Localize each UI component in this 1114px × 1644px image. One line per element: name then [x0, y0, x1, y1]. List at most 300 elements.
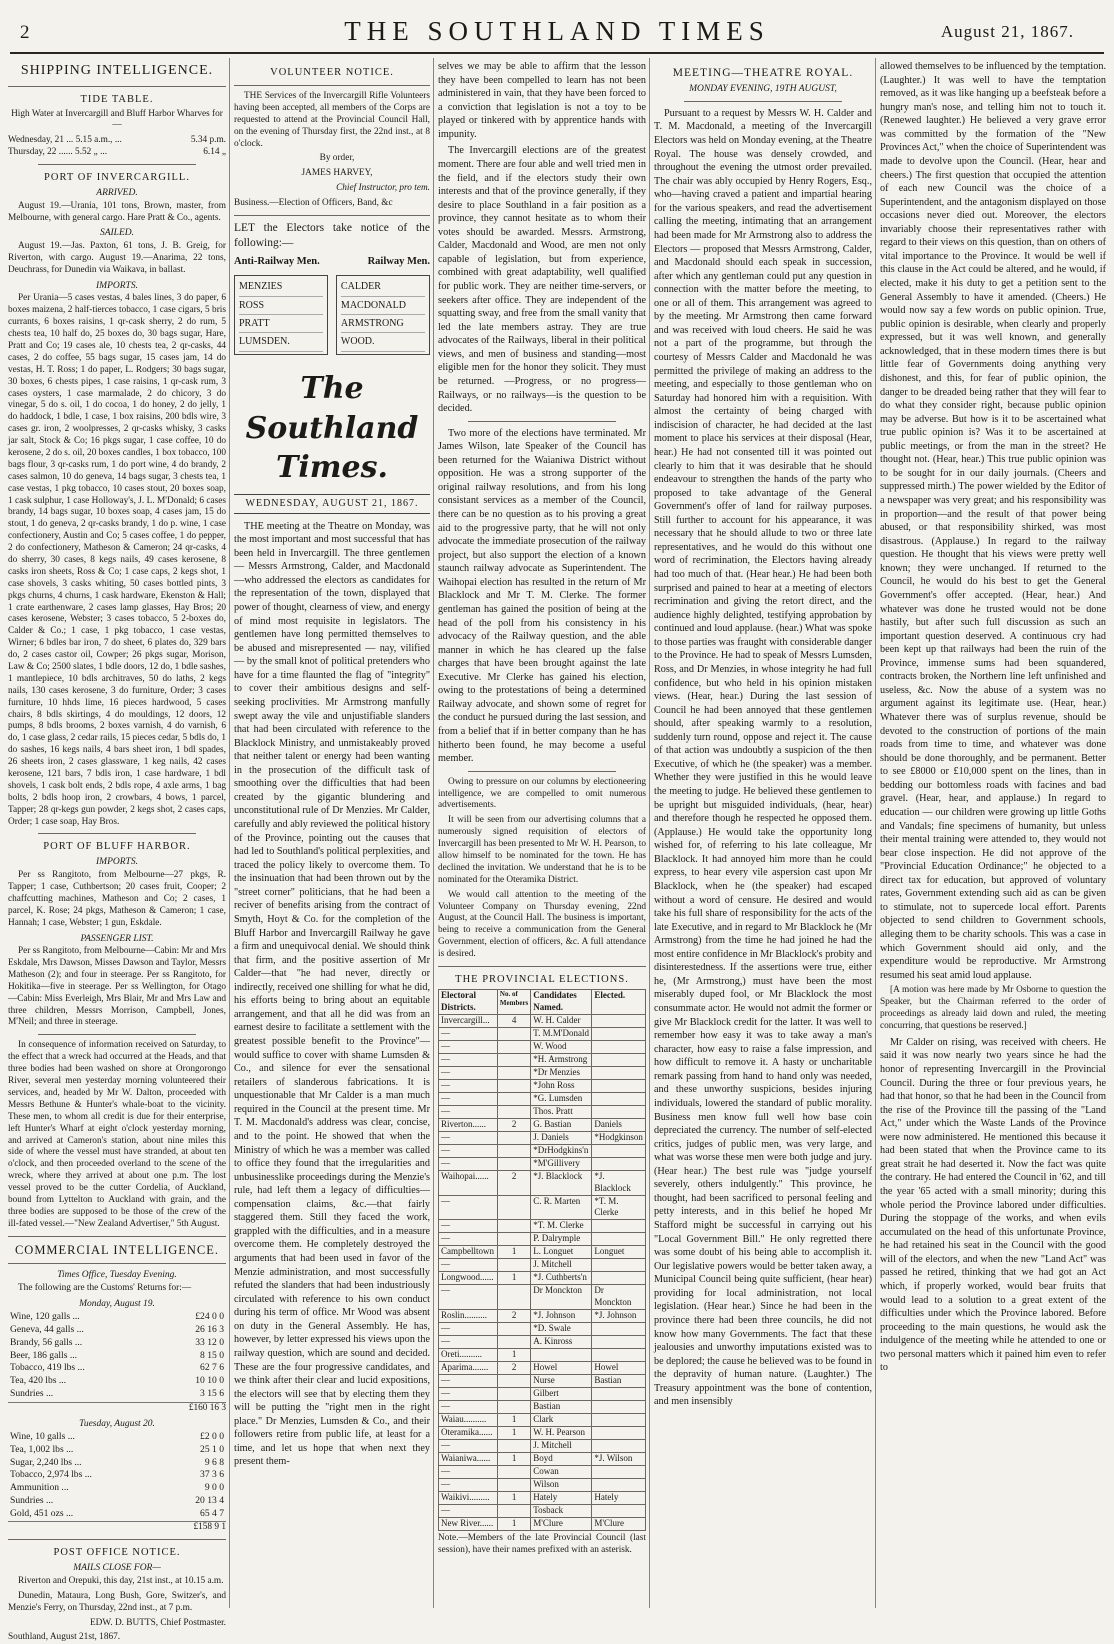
divider: [234, 85, 430, 86]
return-row: [8, 1482, 226, 1495]
column-editorial: [234, 60, 430, 1608]
members-cell: [497, 1478, 530, 1491]
members-cell: [497, 1131, 530, 1144]
return-row: [8, 1495, 226, 1508]
paper-nameplate: The Southland Times.: [245, 370, 419, 486]
arrived-text: August 19.—Urania, 101 tons, Brown, master, from Melbourne, with general cargo. Hare Pratt & Co., agents.: [8, 200, 226, 223]
members-cell: [497, 1195, 530, 1220]
table-row: [439, 1478, 646, 1491]
meeting-report-continued: allowed themselves to be influenced by the temptation. (Laughter.) It was well to have the temptation removed, as it was like hanging up a beefsteak before a hungry man's nose, and telling him not to touch it. (Renewed laughter.) He believed a very grave error was committed by the formation of the "New Provinces Act," when the choice of Superintendent was made to devolve upon the Council. (Hear, hear and cheers.) The first question that occupied the attention of each new Council was the choice of a Superintendent, and the antagonism displayed on those occasions never died out. Moreover, the electors invariably choose their representatives rather with regard to their views on this question, than on others of vital importance to the Province. It would be well if this clause in the Act could be altered, and he would, if elected, make it his duty to get a petition sent to the General Assembly to have it amended. (Cheers.) He would now say a few words on public opinion. True, public opinion is desirable, when clearly and properly expressed, but it was well known, and generally acknowledged, that in these modern times there is but little fear of Governments doing anything very dishonest, and this, for fear of public opinion, the danger to be dreaded being rather that they will fear to do what they consider right, because public opinion may be adverse. But how is it to be ascertained what true public opinion is? Was it to be ascertained at public meetings, or from the man in the street? He thought not. (Hear, hear.) This true public opinion was to be sought for in our daily journals. (Cheers and suppressed mirth.) The power wielded by the Editor of a newspaper was very great; and his responsibility was in proportion—and the result of that power being abused, or that responsibility shirked, was most disastrous. (Applause.) In regard to the railway question. He thought that his views were pretty well known; they were unchanged. If returned to the Council, he would do his best to get the General Government's offer accepted. (Hear, hear.) And whatever was done he trusted would not be done hastily, but after such full discussion as such an important question deserved. A continuous cry had been kept up that railways had been the ruin of the Province, immense sums had been squandered, contracts broken, the Northern line left unfinished and useless, &c. Now the abuse of a system was no argument against its legitimate use. (Hear, hear.) Whatever there was of surplus revenue, should be devoted to the construction of portions of the main roads from time to time, and whatever was done should be done thoroughly, and be permanent. Better to see £8000 or £10,000 spent on the lines, than in bedding our bottomless roads with facines and bad gravel. (Hear, hear, and applause.) In regard to education — our children were growing up little Goths and Vandals; fine specimens of humanity, but unless their mental training were attended to, they would not bear close inspection. He did not approve of the "Provincial Education Ordinance;" he objected to a direct tax for education, but approved of voluntary rates, Government extending such aid as can be given to stimulate, not to supercede local effort. Parents objected to send children to Government schools, alleging them to be charity schools. This was a case in which Government should aid only, and the expenditure would be reproductive. Mr Armstrong resumed his seat amid loud applause.: [880, 61, 1106, 981]
table-row: [439, 1285, 646, 1310]
mail-notice: Dunedin, Mataura, Long Bush, Gore, Switzer's, and Menzie's Ferry, on Thursday, 22nd inst., at 7 p.m.: [8, 1590, 226, 1613]
candidate-cell: Boyd: [531, 1452, 592, 1465]
elected-cell: [592, 1053, 646, 1066]
bluff-imports-text: Per ss Rangitoto, from Melbourne—27 pkgs, R. Tapper; 1 case, Cuthbertson; 20 cases fruit, Cooper; 2 chaffcutting machines, Matheson and Co; 2 cases, 1 parcel, K. Rose; 24 pkgs, Matheson & Cameron; 1 case, Hannah; 1 case, Webster; 1 gun, Eskdale.: [8, 870, 226, 928]
port-title: PORT OF INVERCARGILL.: [44, 172, 190, 184]
mail-notice: Riverton and Orepuki, this day, 21st inst., at 10.15 a.m.: [18, 1575, 224, 1586]
members-cell: [497, 1259, 530, 1272]
elected-cell: [592, 1413, 646, 1426]
candidate-cell: [531, 1349, 592, 1362]
district-cell: —: [439, 1092, 498, 1105]
candidate-cell: *H. Armstrong: [531, 1053, 592, 1066]
district-cell: —: [439, 1195, 498, 1220]
members-cell: 1: [497, 1246, 530, 1259]
electors-columns: [234, 255, 430, 269]
members-cell: [497, 1066, 530, 1079]
table-row: [439, 1144, 646, 1157]
customs-intro: The following are the Customs' Returns for:—: [18, 1282, 192, 1293]
passenger-label: PASSENGER LIST.: [80, 933, 154, 944]
return-row: [8, 1324, 226, 1337]
candidate-cell: W. Wood: [531, 1040, 592, 1053]
district-cell: —: [439, 1478, 498, 1491]
imports-text: Per Urania—5 cases vestas, 4 bales lines, 3 do paper, 6 boxes maizena, 2 half-tierces tobacco, 1 case cigars, 5 bris currants, 6 boxes raisins, 1 qr-cask sherry, 2 do rum, 5 chests tea, 10 half do, 25 boxes do, 30 bags sugar, Hare, Pratt and Co; 19 cases ale, 10 chests tea, 2 qr-casks, 44 cases, 2 do coffee, 55 bags sugar, 15 cases jam, 14 do vestas, H. T. Ross; 1 do paper, L. Rodgers; 30 bags sugar, 30 boxes, 6 chests pipes, 1 case raisins, 1 qr-cask rum, 3 cases oysters, 1 case marmalade, 2 do chicory, 3 do vinegar, 5 do s. oil, 1 do cocoa, 1 do honey, 2 do jelly, 1 do haddock, 1 bdle, 1 case, 1 box raisins, 200 bdls wire, 3 cases gr. iron, 2 woolpresses, 2 qr-casks whisky, 3 casks jar salt, Stock & Co; 16 pkgs sugar, 1 case coffee, 10 do kerosene, 2 do s. oil, 20 boxes candles, 1 box tobacco, 100 bags flour, 3 qr-casks rum, 1 do port wine, 4 do brandy, 2 cases salmon, 10 do geneva, 14 bags sugar, 3 chests tea, 1 case vestas, 1 pkg tobacco, 10 cases stout, 20 boxes soap, 1 cask sulphur, 1 case Holloway's, J. L. M'Donald; 6 cases brandy, 14 bags sugar, 10 boxes soap, 4 cases jam, 15 do stout, 1 do geneva, 2 qr-casks brandy, 1 do p. wine, 1 case confectionery, Austin and Co; 5 cases coffee, 1 do pepper, 2 do confectionery, Matheson & Cameron; 24 qr-casks, 4 do sherry, 30 cases, 8 kegs nails, 49 cases kerosene, 8 casks iron sheets, Ross & Co; 1 case caps, 2 kegs shot, 1 case shovels, 3 casks whiting, 50 cases bottled pints, 3 pkgs churns, 4 churns, 1 cask hardware, Ekenston & Hall; 1 crate earthenware, 2 cases lamp glasses, Hay Bros; 20 cases kerosene, Webster; 3 cases tobacco, 5 2-boxes do, Calder & Co.; 1 case, 1 pkg tobacco, 1 case vestas, Wirner; 6 bdles bar iron, 7 do sheet, 6 plates do, 329 bars do, 2 cases castor oil, Cowper; 26 pkgs sugar, Morison, Law & Co; 2500 slates, 1 bdle doors, 12 do, 1 bdle sashes, 1 mantlepiece, 10 bdls architraves, 50 do laths, 2 kegs nails, 130 cases kerosene, 3 do furniture, Order; 3 cases furniture, 10 hhds lime, 16 pieces hardwood, 5 cases chairs, 8 bdls skirtings, 4 do mouldings, 12 doors, 12 pumps, 8 bdls brooms, 2 boxes varnish, 4 do varnish, 6 do, 1 case glass, 2 cedar rails, 15 pieces cedar, 5 bdls do, 1 do sashes, 16 kegs nails, 4 bars sheet iron, 1 bdl spades, 26 sheets iron, 2 cases glassware, 1 keg nails, 42 cases kerosene, 121 bars, 7 bdls iron, 1 case hardware, 1 bdl shovels, 1 cask bolt ends, 2 bdls rope, 4 axle arms, 1 bag bolts, 2 bdls hoop iron, 2 crowbars, 4 bows, 1 parcel, Tapper; 28 qr-kegs gun powder, 2 kegs shot, 2 cases caps, Order; 1 case soap, Hay Bros.: [8, 293, 226, 827]
tide-subtitle: High Water at Invercargill and Bluff Harbor Wharves for—: [11, 108, 223, 131]
district-cell: —: [439, 1259, 498, 1272]
table-row: [439, 1053, 646, 1066]
members-cell: [497, 1105, 530, 1118]
candidate-cell: *D. Swale: [531, 1323, 592, 1336]
district-cell: —: [439, 1504, 498, 1517]
tuesday-total: £158 9 1: [8, 1521, 226, 1534]
column-shipping: [8, 60, 226, 1643]
table-row: [439, 1220, 646, 1233]
candidate-cell: J. Mitchell: [531, 1259, 592, 1272]
return-item: Gold, 451 ozs ...: [10, 1507, 74, 1519]
table-row: [439, 1349, 646, 1362]
return-item: Sugar, 2,240 lbs ...: [10, 1456, 82, 1468]
district-cell: —: [439, 1375, 498, 1388]
column-divider: [433, 58, 434, 1608]
members-cell: [497, 1465, 530, 1478]
candidate-cell: *Dr Menzies: [531, 1066, 592, 1079]
district-cell: —: [439, 1388, 498, 1401]
return-amount: 10 10 0: [195, 1375, 224, 1387]
table-row: [439, 1465, 646, 1478]
return-amount: 25 1 0: [200, 1443, 224, 1455]
members-cell: [497, 1144, 530, 1157]
editorial-note: Owing to pressure on our columns by electioneering intelligence, we are compelled to omit numerous advertisements.: [438, 776, 646, 811]
elected-cell: *J. Blacklock: [592, 1170, 646, 1195]
district-cell: —: [439, 1323, 498, 1336]
district-cell: —: [439, 1285, 498, 1310]
candidate-name: MACDONALD: [341, 297, 425, 315]
table-row: [439, 1362, 646, 1375]
candidate-cell: W. H. Pearson: [531, 1426, 592, 1439]
table-row: [439, 1259, 646, 1272]
column-header: Elected.: [592, 990, 646, 1015]
volunteer-heading: VOLUNTEER NOTICE.: [270, 67, 394, 78]
return-row: [8, 1388, 226, 1401]
tide-row: Wednesday, 21 ... 5.15 a.m., ... 5.34 p.m.: [8, 135, 226, 146]
candidate-cell: A. Kinross: [531, 1336, 592, 1349]
elections-heading: THE PROVINCIAL ELECTIONS.: [455, 974, 629, 986]
candidate-cell: M'Clure: [531, 1517, 592, 1530]
table-row: [439, 1517, 646, 1530]
members-cell: 1: [497, 1491, 530, 1504]
candidate-name: WOOD.: [341, 333, 425, 351]
return-amount: 3 15 6: [200, 1387, 224, 1399]
divider: [38, 833, 196, 834]
return-row: [8, 1431, 226, 1444]
members-cell: [497, 1233, 530, 1246]
return-amount: 9 0 0: [204, 1482, 224, 1494]
editorial-date: WEDNESDAY, AUGUST 21, 1867.: [234, 494, 430, 513]
divider: [8, 1539, 226, 1540]
district-cell: —: [439, 1040, 498, 1053]
district-cell: —: [439, 1465, 498, 1478]
district-cell: Campbelltown: [439, 1246, 498, 1259]
table-row: [439, 1040, 646, 1053]
tide-title: TIDE TABLE.: [80, 93, 154, 105]
candidate-cell: J. Mitchell: [531, 1439, 592, 1452]
volunteer-by-order: By order,: [319, 153, 355, 164]
district-cell: Oreti..........: [439, 1349, 498, 1362]
members-cell: 2: [497, 1310, 530, 1323]
table-row: [439, 1439, 646, 1452]
column-header: Electoral Districts.: [439, 990, 498, 1015]
members-cell: [497, 1092, 530, 1105]
elected-cell: [592, 1349, 646, 1362]
table-row: [439, 1170, 646, 1195]
return-row: [8, 1362, 226, 1375]
tide-row: Thursday, 22 ...... 5.52 „ ... 6.14 „: [8, 147, 226, 158]
table-row: [439, 1452, 646, 1465]
sailed-text: August 19.—Jas. Paxton, 61 tons, J. B. Greig, for Riverton, with cargo. August 19.—Anarima, 22 tons, Deuchrass, for Dunedin via Waikava, in ballast.: [8, 241, 226, 275]
volunteer-name: JAMES HARVEY,: [301, 168, 373, 179]
elected-cell: M'Clure: [592, 1517, 646, 1530]
elected-cell: [592, 1336, 646, 1349]
return-item: Wine, 120 galls ...: [10, 1311, 80, 1323]
masthead-rule: [10, 52, 1104, 54]
elected-cell: [592, 1465, 646, 1478]
elected-cell: [592, 1439, 646, 1452]
volunteer-business: Business.—Election of Officers, Band, &c: [234, 198, 393, 209]
elected-cell: [592, 1066, 646, 1079]
return-amount: 33 12 0: [195, 1336, 224, 1348]
elected-cell: [592, 1504, 646, 1517]
district-cell: Riverton......: [439, 1118, 498, 1131]
candidate-cell: Hately: [531, 1491, 592, 1504]
editorial-note: It will be seen from our advertising columns that a numerously signed requisition of electors of Invercargill has been presented to Mr W. H. Pearson, to allow himself to be nominated for the town. He has declined the invitation. We understand that he is to be nominated for the Oteramika District.: [438, 815, 646, 885]
members-cell: [497, 1220, 530, 1233]
candidate-cell: P. Dalrymple: [531, 1233, 592, 1246]
candidate-cell: Wilson: [531, 1478, 592, 1491]
post-office-date: Southland, August 21st, 1867.: [8, 1632, 121, 1643]
table-row: [439, 1272, 646, 1285]
return-item: Wine, 10 galls ...: [10, 1431, 75, 1443]
sailed-label: SAILED.: [99, 228, 135, 239]
table-row: [439, 1157, 646, 1170]
elected-cell: Daniels: [592, 1118, 646, 1131]
issue-date: August 21, 1867.: [940, 22, 1074, 41]
elected-cell: [592, 1105, 646, 1118]
members-cell: 2: [497, 1362, 530, 1375]
return-amount: 37 3 6: [200, 1469, 224, 1481]
meeting-heading: MEETING—THEATRE ROYAL.: [672, 67, 854, 79]
editorial-text: Two more of the elections have terminated. Mr James Wilson, late Speaker of the Council has been returned for the Waianiwa District without opposition. He was a strong supporter of the original railway resolutions, and from his long consistant services as a member of the Council, there can be no question as to his proving a great aid to the progressive party, that he will not only advocate the immediate prosecution of the railway project, but also support the election of a known staunch railway advocate as Superintendent. The Waihopai election has resulted in the return of Mr Blacklock and Mr T. M. Clerke. The former gentleman has gained the position of being at the head of the poll from his consistency in his advocacy of the Railway question, and the able manner in which he has cleared up the false charges that have been brought against the late Executive. Mr Clerke has gained his election, owing to the protestations of being a determined Railway advocate, and shown some of regret for the conduct he pursued during the last session, and from a belief that if in better company than he has hitherto been found, he may become a useful member.: [438, 427, 646, 765]
elected-cell: [592, 1014, 646, 1027]
table-row: [439, 1426, 646, 1439]
railway-list: [336, 275, 430, 354]
elected-cell: [592, 1040, 646, 1053]
volunteer-text: THE Services of the Invercargill Rifle Volunteers having been accepted, all members of the Corps are requested to attend at the Provincial Council Hall, on the evening of Thursday first, the 22nd inst., at 8 o'clock.: [234, 90, 430, 149]
return-amount: £2 0 0: [200, 1431, 224, 1443]
table-row: [439, 1105, 646, 1118]
elected-cell: *Hodgkinson: [592, 1131, 646, 1144]
divider: [38, 1034, 196, 1035]
elected-cell: [592, 1426, 646, 1439]
members-cell: 4: [497, 1014, 530, 1027]
calder-speech: Mr Calder on rising, was received with cheers. He said it was now nearly two years since he had the honor of representing Invercargill in the Provincial Council. During the three or four previous years, he had that honor, so that he had been in the Council from the rise of the Province till the passing of the "Land Act," under which the Waste Lands of the Province were now administered. He mentioned this because it had been stated that when the Province came to its great strait he had deserted it. Now the fact was quite the contrary. He had entered the Council in '62, and till the year '65 acted with a small minority; during this whole period the Province labored under difficulties. During the stoppage of the works, and when evils accumulated on the head of this unfortunate Province, he had retained his seat in the Council with the good will of the electors, and when the new "Land Act" was passed he retired, thinking that we had got an Act which, if properly worked, would bear fruits that would lead to a solution to a great extent of the difficulties under which the Province labored. Before proceeding to the main questions, he would ask the indulgence of the meeting while he attended to one or two personal matters which it pained him even to refer to: [880, 1036, 1106, 1374]
members-cell: [497, 1157, 530, 1170]
newspaper-title: THE SOUTHLAND TIMES: [344, 16, 770, 46]
members-cell: [497, 1040, 530, 1053]
table-row: [439, 1014, 646, 1027]
candidate-cell: *J. Blacklock: [531, 1170, 592, 1195]
column-header: No. of Members: [497, 990, 530, 1015]
return-amount: £24 0 0: [195, 1311, 224, 1323]
return-item: Sundries ...: [10, 1494, 54, 1506]
return-item: Tobacco, 419 lbs ...: [10, 1362, 85, 1374]
candidate-cell: Bastian: [531, 1401, 592, 1414]
elected-cell: Longuet: [592, 1246, 646, 1259]
elected-cell: Dr Monckton: [592, 1285, 646, 1310]
district-cell: Roslin..........: [439, 1310, 498, 1323]
district-cell: —: [439, 1105, 498, 1118]
bluff-title: PORT OF BLUFF HARBOR.: [43, 841, 191, 853]
candidate-cell: Clark: [531, 1413, 592, 1426]
district-cell: —: [439, 1401, 498, 1414]
bluff-imports-label: IMPORTS.: [96, 857, 138, 868]
return-row: [8, 1444, 226, 1457]
electors-notice: LET the Electors take notice of the following:—: [234, 221, 430, 250]
district-cell: Waikivi.........: [439, 1491, 498, 1504]
district-cell: —: [439, 1144, 498, 1157]
passenger-text: Per ss Rangitoto, from Melbourne—Cabin: Mr and Mrs Eskdale, Mrs Dawson, Misses Dawson and Taylor, Messrs Matheson (2); and four in steerage. Per ss Rangitoto, for Hokitika—five in steerage. Per ss Wellington, for Otago—Cabin: Miss Everleigh, Mrs Blair, Mr and Mrs Law and three children, Messrs Morrison, Campbell, Jones, M'Neil; and three in steerage.: [8, 946, 226, 1028]
candidate-cell: *J. Cuthberts'n: [531, 1272, 592, 1285]
return-amount: 65 4 7: [200, 1507, 224, 1519]
candidate-cell: *John Ross: [531, 1079, 592, 1092]
members-cell: 2: [497, 1118, 530, 1131]
elected-cell: Hately: [592, 1491, 646, 1504]
elected-cell: *J. Johnson: [592, 1310, 646, 1323]
candidate-cell: G. Bastian: [531, 1118, 592, 1131]
candidate-name: LUMSDEN.: [239, 333, 323, 351]
district-cell: —: [439, 1233, 498, 1246]
candidate-cell: Tosback: [531, 1504, 592, 1517]
return-row: [8, 1508, 226, 1521]
commercial-heading: COMMERCIAL INTELLIGENCE.: [14, 1242, 220, 1257]
return-item: Sundries ...: [10, 1387, 54, 1399]
candidate-cell: W. H. Calder: [531, 1014, 592, 1027]
candidate-cell: L. Longuet: [531, 1246, 592, 1259]
candidate-cell: J. Daniels: [531, 1131, 592, 1144]
district-cell: New River......: [439, 1517, 498, 1530]
elected-cell: [592, 1157, 646, 1170]
volunteer-role: Chief Instructor, pro tem.: [336, 183, 430, 194]
monday-total: £160 16 3: [8, 1402, 226, 1415]
district-cell: —: [439, 1131, 498, 1144]
shipping-heading: SHIPPING INTELLIGENCE.: [20, 63, 214, 78]
members-cell: [497, 1439, 530, 1452]
members-cell: 1: [497, 1413, 530, 1426]
meeting-report: Pursuant to a request by Messrs W. H. Calder and T. M. Macdonald, a meeting of the Invercargill Electors was held on Monday evening, at the Theatre Royal. The house was densely crowded, and throughout the evening the utmost order prevailed. The chair was ably occupied by Henry Rogers, Esq., who—having craved a patient and impartial hearing for the various speakers, and read the advertisement calling the meeting, intimating that an arrangement had been made for Mr Armstrong also to address the Electors — proposed that Messrs Armstrong, Calder, and Macdonald should each speak in succession, after which any gentleman could put any question in connection with the matter before the meeting, to one or all of them. This arrangement was agreed to by the meeting. Mr Armstrong then came forward and was received with loud cheers. He said he was not a part of the programme, but through the courtesy of Messrs Calder and Macdonald he was permitted the privilege of making an address to the meeting, and especially to those gentleman who on Saturday had honored him with a requisition. With almost the certainty of being charged with indiscision of character, he had decided at the last moment to place his services at their disposal (Hear, hear.) He had not consented till it was pointed out clearly to him that it was desirable that he should endeavour to strengthen the hands of the party who proposed to take advantage of the General Government's offer of land for railway purposes. Still further to account for his appearance, it was necessary that he should allude to two or three late representatives, and he would do this without one word of recrimination, the Electors having already had too much of that. (Hear hear.) He had been both surprised and pained to hear at a meeting of electors recrimination and giving the retort direct, and the audience highly delighted, testifying approbation by continued and loud applause. (hear.) What was spoke to those parties was fraught with considerable danger to the Province. He had to speak of Messrs Lumsden, Ross, and Dr Menzies, in whose integrity he had full confidence, but who held in his opinion mistaken views. (Hear, hear.) During the last session of Council he had been annoyed that these gentlemen should, after speaking warmly to a resolution, suddenly turn round, oppose and reject it. The cause of that action was undoubtly a suspicion of the then Executive, of which he (the speaker) was a member. Whether they were justified in this he would leave the meeting to judge. He believed these gentlemen to be upright but misguided individuals, (hear, hear) and therefore though he respected he opposed them. (Applause.) He would take the opportunity long wished for, of referring to his late colleague, Mr Blacklock. It had annoyed him more than he could express, to hear every vile aspersion cast upon Mr Blacklock, when he (the speaker) had escaped without a word of censure. He desired and would take his full share of responsibility for the acts of the late Executive, and in regard to Mr Blacklock he (Mr Armstrong) from the time he had joined he had the most entire confidence in Mr Blacklock's probity and disinterestedness. If the assertions were true, either he, (Mr Armstrong,) must have been the most miserably duped fool, or Mr Blacklock the most consummate actor. He would not admit the former or give Mr Blacklock credit for the latter. It was well to remember how easy it was to take away a man's character, how easy to raise a false impression, and how difficult to remove it. A hasty or uncharitable remark passing from hand to hand only was needed, and these unworthy suspicions, besides injuring individuals, lowered the standard of public morality. Business men know full well how base coin depreciated the currency. The number of self-elected critics, judges of public men, was very large, and what was worse these men were both judge and jury. (Hear hear.) The best rule was "judge yourself severely, others indulgently." This province, he thought, had been sacrificed to personal feeling and petty interests, and in this belief he hoped Mr Stafford might be successful in carrying out his "Local Government Bill." He only regretted there was some doubt of his being able to accomplish it. Our legislative powers would be better taken away, a Municipal Council being quite sufficient, (hear hear) providing for local administration, not local legislation. (Hear hear.) Since he had been in the province there had been three councils, he did not know how many Governments. The fact that these jealousies and unworthy imputations existed was to be deplored; the cause he believed was to be found in the depravity of human nature. (Laughter.) The Treasury appointment was the bone of contention, and men insensibly: [654, 107, 872, 1408]
members-cell: [497, 1375, 530, 1388]
members-cell: [497, 1388, 530, 1401]
column-divider: [229, 58, 230, 1608]
table-row: [439, 1118, 646, 1131]
meeting-subheading: MONDAY EVENING, 19TH AUGUST,: [689, 84, 837, 95]
members-cell: [497, 1053, 530, 1066]
district-cell: —: [439, 1439, 498, 1452]
table-row: [439, 1092, 646, 1105]
members-cell: [497, 1504, 530, 1517]
members-cell: [497, 1401, 530, 1414]
members-cell: 1: [497, 1349, 530, 1362]
return-row: [8, 1457, 226, 1470]
editorial-note: We would call attention to the meeting of the Volunteer Company on Thursday evening, 22nd August, at the Council Hall. The business is important, being to receive a communication from the General Government, election of officers, &c. A full attendance is desired.: [438, 889, 646, 960]
elected-cell: [592, 1259, 646, 1272]
editorial-continued: selves we may be able to affirm that the lesson they have been compelled to learn has not been administered in vain, that they have been forced to a conviction that legislation is not a toy to be played or tinkered with by apprentice hands with impunity.: [438, 61, 646, 140]
elected-cell: [592, 1478, 646, 1491]
table-row: [439, 1131, 646, 1144]
table-row: [439, 1491, 646, 1504]
return-amount: 20 13 4: [195, 1494, 224, 1506]
candidate-lists: [234, 271, 430, 358]
candidate-cell: *G. Lumsden: [531, 1092, 592, 1105]
table-row: [439, 1413, 646, 1426]
candidate-cell: *T. M. Clerke: [531, 1220, 592, 1233]
divider: [8, 1263, 226, 1264]
table-row: [439, 1027, 646, 1040]
table-row: [439, 1079, 646, 1092]
divider: [468, 771, 616, 772]
elected-cell: [592, 1220, 646, 1233]
monday-returns: [8, 1311, 226, 1400]
return-row: [8, 1337, 226, 1350]
table-row: [439, 1310, 646, 1323]
table-row: [439, 1504, 646, 1517]
table-row: [439, 1246, 646, 1259]
postmaster-signature: EDW. D. BUTTS, Chief Postmaster.: [89, 1617, 226, 1628]
candidate-name: ARMSTRONG: [341, 315, 425, 333]
page-number: 2: [20, 22, 30, 43]
candidate-cell: Thos. Pratt: [531, 1105, 592, 1118]
candidate-cell: Howel: [531, 1362, 592, 1375]
district-cell: Longwood......: [439, 1272, 498, 1285]
district-cell: —: [439, 1157, 498, 1170]
elected-cell: [592, 1388, 646, 1401]
district-cell: —: [439, 1220, 498, 1233]
elections-table: [438, 989, 646, 1531]
district-cell: Waihopai......: [439, 1170, 498, 1195]
return-item: Tobacco, 2,974 lbs ...: [10, 1469, 92, 1481]
return-row: [8, 1469, 226, 1482]
district-cell: Oteramika......: [439, 1426, 498, 1439]
district-cell: —: [439, 1053, 498, 1066]
table-row: [439, 1195, 646, 1220]
divider: [8, 1236, 226, 1237]
divider: [468, 421, 616, 422]
members-cell: [497, 1079, 530, 1092]
tuesday-returns: [8, 1431, 226, 1520]
elected-cell: Bastian: [592, 1375, 646, 1388]
members-cell: [497, 1285, 530, 1310]
imports-label: IMPORTS.: [96, 280, 138, 291]
return-item: Geneva, 44 galls ...: [10, 1324, 84, 1336]
elected-cell: [592, 1323, 646, 1336]
candidate-name: PRATT: [239, 315, 323, 333]
wreck-report: In consequence of information received on Saturday, to the effect that a wreck had occurred at the Heads, and that three bodies had been washed on shore at Orongorongo River, several men yesterday morning volunteered their services, and, headed by Mr W. Dalton, proceeded with Messrs Bethune & Hunter's whale-boat to the vicinity. These men, to whom all credit is due for their enterprise, left Hunter's Wharf at eight o'clock yesterday morning, and arrived at Cameron's station, about nine miles this side of where the vessel must have stranded, at about ten o'clock, and then proceeded overland to the scene of the wreck, where they arrived at about one p.m. The lost vessel proved to be the cutter Cordelia, of Auckland, bound from Lyttelton to Auckland with grain, and the three bodies are supposed to be those of the crew of the ill-fated vessel.—"New Zealand Advertiser," 5th August.: [8, 1040, 226, 1229]
column-meeting-continued: [880, 60, 1106, 1608]
column-meeting: [654, 60, 872, 1608]
editorial-text: The Invercargill elections are of the greatest moment. There are four able and well tried men in the field, and if the electors study their own interests and that of the province generally, if they desire to place Southland in a fair position as a province, they cannot hesitate as to whom their votes should be awarded. Messrs. Armstrong, Calder, Macdonald and Wood, are men not only capable of legislation, but from experience, combined with great adaptability, well qualified for public work. They are neither time-servers, or seekers after office. They are independent of the squatting sway, and free from the small vanity that led the late members astray. They are true advocates of the Railways, liberal in their political views, and men of business and standing—most eligible men for the honor they solicit. They must be returned. —Progress, or no progress—Railways, or no railways—is the question to be decided.: [438, 145, 646, 415]
candidate-cell: Dr Monckton: [531, 1285, 592, 1310]
anti-railway-label: Anti-Railway Men.: [234, 255, 320, 267]
divider: [684, 101, 842, 102]
return-amount: 9 6 8: [204, 1456, 224, 1468]
table-row: [439, 1233, 646, 1246]
column-elections: [438, 60, 646, 1608]
table-row: [439, 1323, 646, 1336]
candidate-cell: Nurse: [531, 1375, 592, 1388]
district-cell: Invercargill...: [439, 1014, 498, 1027]
members-cell: [497, 1323, 530, 1336]
table-row: [439, 1388, 646, 1401]
elections-note: Note.—Members of the late Provincial Council (last session), have their names prefixed with an asterisk.: [438, 1532, 646, 1555]
candidate-name: MENZIES: [239, 278, 323, 296]
return-item: Beer, 186 galls ...: [10, 1349, 78, 1361]
district-cell: —: [439, 1336, 498, 1349]
table-row: [439, 1375, 646, 1388]
divider: [234, 215, 430, 216]
candidate-cell: *J. Johnson: [531, 1310, 592, 1323]
elected-cell: [592, 1272, 646, 1285]
district-cell: Waianiwa......: [439, 1452, 498, 1465]
commercial-office: Times Office, Tuesday Evening.: [57, 1270, 177, 1281]
return-amount: 62 7 6: [200, 1362, 224, 1374]
district-cell: Waiau..........: [439, 1413, 498, 1426]
elected-cell: *J. Wilson: [592, 1452, 646, 1465]
elected-cell: [592, 1092, 646, 1105]
return-item: Brandy, 56 galls ...: [10, 1336, 83, 1348]
members-cell: 2: [497, 1170, 530, 1195]
meeting-motion-note: [A motion was here made by Mr Osborne to question the Speaker, but the Chairman referred to the order of proceedings as already laid down and ruled, the meeting concurring, that questions be reserved.]: [880, 985, 1106, 1031]
column-divider: [875, 58, 876, 1608]
monday-label: Monday, August 19.: [79, 1298, 155, 1309]
candidate-cell: Cowan: [531, 1465, 592, 1478]
candidate-name: ROSS: [239, 297, 323, 315]
elected-cell: Howel: [592, 1362, 646, 1375]
return-row: [8, 1350, 226, 1363]
divider: [38, 164, 196, 165]
table-row: [439, 1066, 646, 1079]
post-office-heading: POST OFFICE NOTICE.: [53, 1547, 181, 1559]
anti-railway-list: [234, 275, 328, 354]
post-office-sub: MAILS CLOSE FOR—: [73, 1563, 161, 1574]
district-cell: —: [439, 1027, 498, 1040]
return-amount: 8 15 0: [200, 1349, 224, 1361]
candidate-cell: T. M.M'Donald: [531, 1027, 592, 1040]
table-row: [439, 1401, 646, 1414]
elected-cell: [592, 1079, 646, 1092]
tuesday-label: Tuesday, August 20.: [79, 1418, 155, 1429]
elected-cell: [592, 1233, 646, 1246]
return-row: [8, 1311, 226, 1324]
elected-cell: [592, 1401, 646, 1414]
members-cell: 1: [497, 1426, 530, 1439]
